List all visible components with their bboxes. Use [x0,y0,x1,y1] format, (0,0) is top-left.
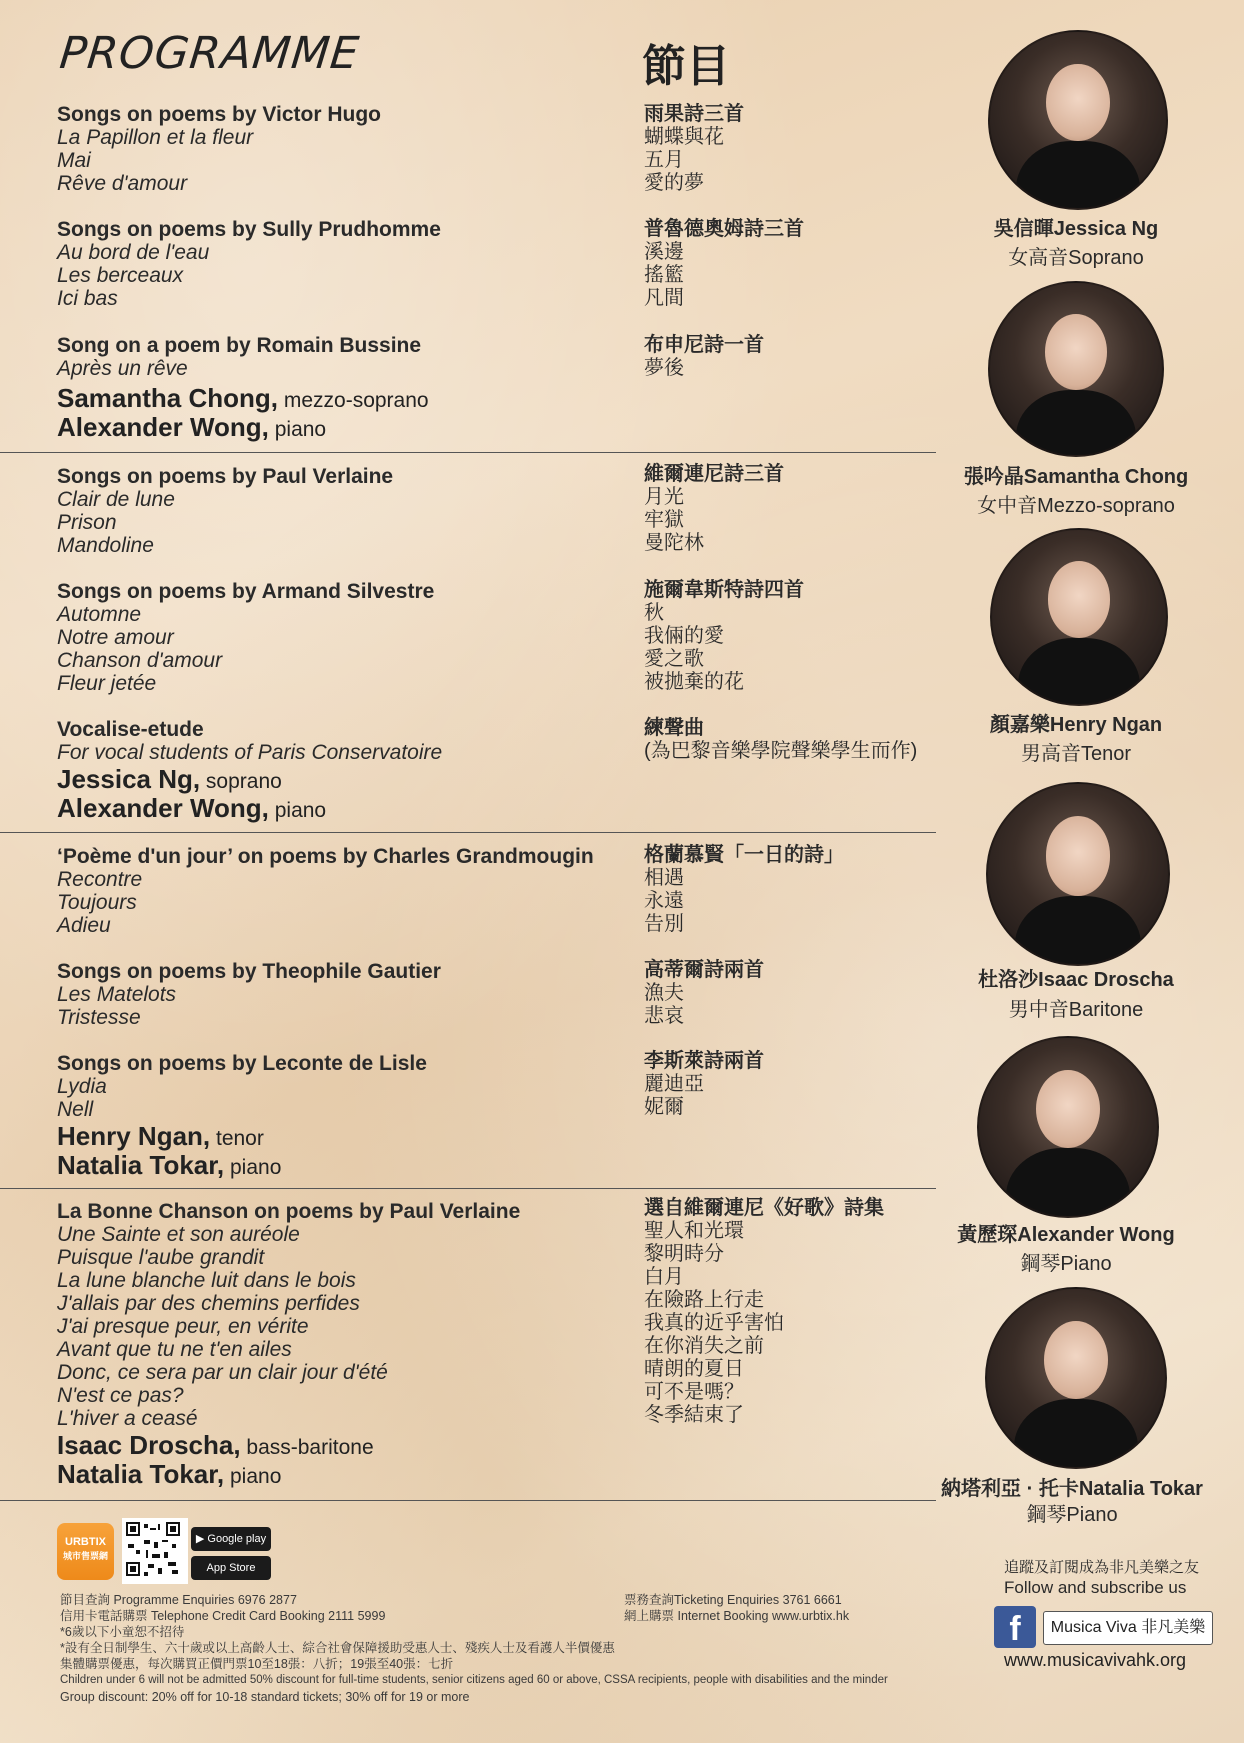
qr-code [122,1518,188,1584]
song-title: Les Matelots [57,983,177,1006]
programme-group-zh [644,218,804,310]
group-heading: Vocalise-etude [57,718,204,741]
song-title: Fleur jetée [57,672,157,695]
song-title: J'ai presque peur, en vérite [57,1315,309,1338]
play-icon: ▶ [195,1533,208,1545]
section-divider [0,452,936,453]
footer-line: Group discount: 20% off for 10-18 standard tickets; 30% off for 19 or more [60,1690,470,1704]
song-title: Tristesse [57,1006,141,1029]
song-title: J'allais par des chemins perfides [57,1292,360,1315]
programme-group [57,103,381,195]
song-title: Notre amour [57,626,174,649]
group-heading: ‘Poème d'un jour’ on poems by Charles Grandmougin [57,845,594,868]
song-title: For vocal students of Paris Conservatoire [57,741,443,764]
song-title-zh: 我真的近乎害怕 [644,1312,784,1334]
artist-role: 男高音Tenor [1020,743,1132,765]
song-title: Recontre [57,868,143,891]
group-heading: Songs on poems by Armand Silvestre [57,580,435,603]
song-title-zh: 被拋棄的花 [644,671,744,693]
app-store-badge[interactable]: App Store [191,1556,271,1580]
artist-role: 鋼琴Piano [1020,1253,1112,1275]
follow-text-zh: 追蹤及訂閱成為非凡美樂之友 [1004,1559,1200,1576]
programme-group [57,465,393,557]
group-heading-zh: 維爾連尼詩三首 [644,463,784,485]
programme-group [57,845,594,937]
group-heading: Songs on poems by Leconte de Lisle [57,1052,427,1075]
performer-line [57,384,429,415]
programme-group-zh [644,1197,884,1427]
group-heading: Songs on poems by Paul Verlaine [57,465,394,488]
internet-booking: 網上購票 Internet Booking www.urbtix.hk [624,1609,850,1623]
song-title-zh: 夢後 [644,357,684,379]
song-title-zh: 可不是嗎？ [644,1381,744,1403]
artist-name: 黃歷琛Alexander Wong [957,1224,1175,1246]
song-title-zh: 漁夫 [644,982,684,1004]
programme-group [57,218,441,310]
artist-portrait [986,782,1170,966]
programme-group-zh [644,717,917,763]
song-title: Toujours [57,891,137,914]
programme-group-zh [644,1050,764,1119]
song-title: Donc, ce sera par un clair jour d'été [57,1361,388,1384]
artist-portrait [990,528,1168,706]
group-heading: Songs on poems by Sully Prudhomme [57,218,441,241]
song-title-zh: 搖籃 [644,264,684,286]
song-title-zh: 我倆的愛 [644,625,724,647]
follow-text: Follow and subscribe us [1004,1578,1187,1597]
performer-line [57,1460,281,1491]
programme-group [57,334,421,380]
performer-name: Natalia Tokar, [57,1150,225,1180]
programme-group [57,960,441,1029]
song-title: Clair de lune [57,488,175,511]
song-title-zh: 黎明時分 [644,1243,724,1265]
performer-name: Henry Ngan, [57,1121,211,1151]
group-heading-zh: 選自維爾連尼《好歌》詩集 [644,1197,884,1219]
programme-group-zh [644,959,764,1028]
artist-role: 女中音Mezzo-soprano [977,495,1175,517]
page-title-zh: 節目 [642,42,730,91]
song-title-zh: 曼陀林 [644,532,704,554]
ticketing-enquiries: 票務查詢Ticketing Enquiries 3761 6661 [624,1593,842,1607]
artist-role: 鋼琴Piano [1026,1504,1118,1526]
section-divider [0,1500,936,1501]
song-title-zh: 月光 [644,486,684,508]
song-title: Mai [57,149,91,172]
song-title: Après un rêve [57,357,188,380]
song-title-zh: 在你消失之前 [644,1335,764,1357]
song-title-zh: 相遇 [644,867,684,889]
group-heading-zh: 高蒂爾詩兩首 [644,959,764,981]
song-title: Au bord de l'eau [57,241,210,264]
artist-name: 納塔利亞 · 托卡Natalia Tokar [941,1478,1203,1500]
programme-group-zh [644,103,744,195]
song-title-zh: 妮爾 [644,1096,684,1118]
artist-name: 張吟晶Samantha Chong [963,466,1189,488]
group-heading-zh: 普魯德奧姆詩三首 [644,218,804,240]
song-title: La Papillon et la fleur [57,126,254,149]
song-title: Ici bas [57,287,118,310]
artist-portrait [977,1036,1159,1218]
performer-role: piano [224,1156,282,1179]
performer-role: tenor [210,1127,264,1150]
song-title: L'hiver a ceasé [57,1407,198,1430]
song-title: Une Sainte et son auréole [57,1223,300,1246]
song-title-zh: 晴朗的夏日 [644,1358,744,1380]
website-link[interactable]: www.musicavivahk.org [1004,1650,1187,1670]
programme-group [57,718,442,764]
artist-role: 男中音Baritone [1008,999,1144,1021]
google-play-badge[interactable]: ▶ Google play [191,1527,271,1551]
performer-role: mezzo-soprano [278,389,429,412]
footer-line: 集體購票優惠，每次購買正價門票10至18張：八折；19張至40張：七折 [60,1657,454,1671]
performer-role: bass-baritone [240,1436,374,1459]
group-heading-zh: 施爾韋斯特詩四首 [644,579,804,601]
song-title: Puisque l'aube grandit [57,1246,265,1269]
performer-role: piano [224,1465,282,1488]
footer-line: *設有全日制學生、六十歲或以上高齡人士、綜合社會保障援助受惠人士、殘疾人士及看護人半價優惠 [60,1641,615,1655]
artist-portrait [988,281,1164,457]
programme-group-zh [644,334,764,380]
song-title-zh: 告別 [644,913,684,935]
artist-portrait [985,1287,1167,1469]
song-title: Lydia [57,1075,107,1098]
group-heading: Song on a poem by Romain Bussine [57,334,422,357]
performer-name: Jessica Ng, [57,764,201,794]
group-heading-zh: 格蘭慕賢「一日的詩」 [644,844,844,866]
performer-name: Alexander Wong, [57,793,269,823]
song-title: Mandoline [57,534,154,557]
song-title-zh: 蝴蝶與花 [644,126,724,148]
urbtix-logo[interactable]: URBTIX 城市售票網 [57,1523,114,1580]
performer-line [57,1122,264,1153]
artist-role: 女高音Soprano [1008,247,1144,269]
footer-line: *6歲以下小童恕不招待 [60,1625,185,1639]
song-title-zh: 牢獄 [644,509,684,531]
song-title-zh: 五月 [644,149,684,171]
song-title: Nell [57,1098,94,1121]
programme-group [57,1200,520,1430]
performer-line [57,794,326,825]
artist-portrait [988,30,1168,210]
facebook-icon[interactable]: f [994,1606,1036,1648]
section-divider [0,832,936,833]
song-title-zh: 在險路上行走 [644,1289,764,1311]
performer-role: piano [268,418,327,441]
song-title-zh: 冬季結束了 [644,1404,744,1426]
performer-role: piano [268,799,327,822]
performer-name: Alexander Wong, [57,412,269,442]
song-title-zh: 凡間 [644,287,684,309]
programme-group [57,580,434,695]
performer-line [57,1431,374,1462]
song-title: Les berceaux [57,264,184,287]
song-title-zh: 永遠 [644,890,684,912]
footer-line: 信用卡電話購票 Telephone Credit Card Booking 2111 5999 [60,1609,386,1623]
group-heading: La Bonne Chanson on poems by Paul Verlaine [57,1200,521,1223]
performer-line [57,1151,281,1182]
song-title-zh: 愛的夢 [644,172,704,194]
programme-group [57,1052,427,1121]
programme-group-zh [644,844,844,936]
song-title-zh: 聖人和光環 [644,1220,744,1242]
artist-name: 吳信暉Jessica Ng [993,218,1159,240]
song-title: N'est ce pas? [57,1384,184,1407]
group-heading-zh: 練聲曲 [644,717,704,739]
song-title: Automne [57,603,142,626]
performer-name: Natalia Tokar, [57,1459,225,1489]
song-title-zh: 白月 [644,1266,684,1288]
artist-name: 顏嘉樂Henry Ngan [989,714,1163,736]
group-heading-zh: 雨果詩三首 [644,103,744,125]
artist-name: 杜洛沙Isaac Droscha [978,969,1174,991]
group-heading-zh: 布申尼詩一首 [644,334,764,356]
song-title-zh: 秋 [644,602,664,624]
group-heading: Songs on poems by Victor Hugo [57,103,381,126]
song-title: Avant que tu ne t'en ailes [57,1338,292,1361]
performer-line [57,765,282,796]
footer-line: 節目查詢 Programme Enquiries 6976 2877 [60,1593,297,1607]
song-title: Adieu [57,914,111,937]
performer-line [57,413,326,444]
song-title-zh: 悲哀 [644,1005,684,1027]
song-title: Prison [57,511,117,534]
performer-name: Samantha Chong, [57,383,279,413]
song-title: La lune blanche luit dans le bois [57,1269,356,1292]
song-title: Rêve d'amour [57,172,188,195]
section-divider [0,1188,936,1189]
song-title-zh: 麗迪亞 [644,1073,704,1095]
page-title: PROGRAMME [57,28,362,79]
song-title-zh: 溪邊 [644,241,684,263]
programme-group-zh [644,463,784,555]
performer-role: soprano [200,770,282,793]
song-title: Chanson d'amour [57,649,223,672]
performer-name: Isaac Droscha, [57,1430,241,1460]
programme-group-zh [644,579,804,694]
group-heading: Songs on poems by Theophile Gautier [57,960,441,983]
footer-line: Children under 6 will not be admitted 50% discount for full-time students, senior citizens aged 60 or above, CSSA recipients, people with disabilities and the minder [60,1674,888,1686]
song-title-zh: (為巴黎音樂學院聲樂學生而作) [644,740,918,762]
facebook-page-link[interactable]: Musica Viva 非凡美樂 [1043,1611,1213,1645]
group-heading-zh: 李斯萊詩兩首 [644,1050,764,1072]
song-title-zh: 愛之歌 [644,648,704,670]
